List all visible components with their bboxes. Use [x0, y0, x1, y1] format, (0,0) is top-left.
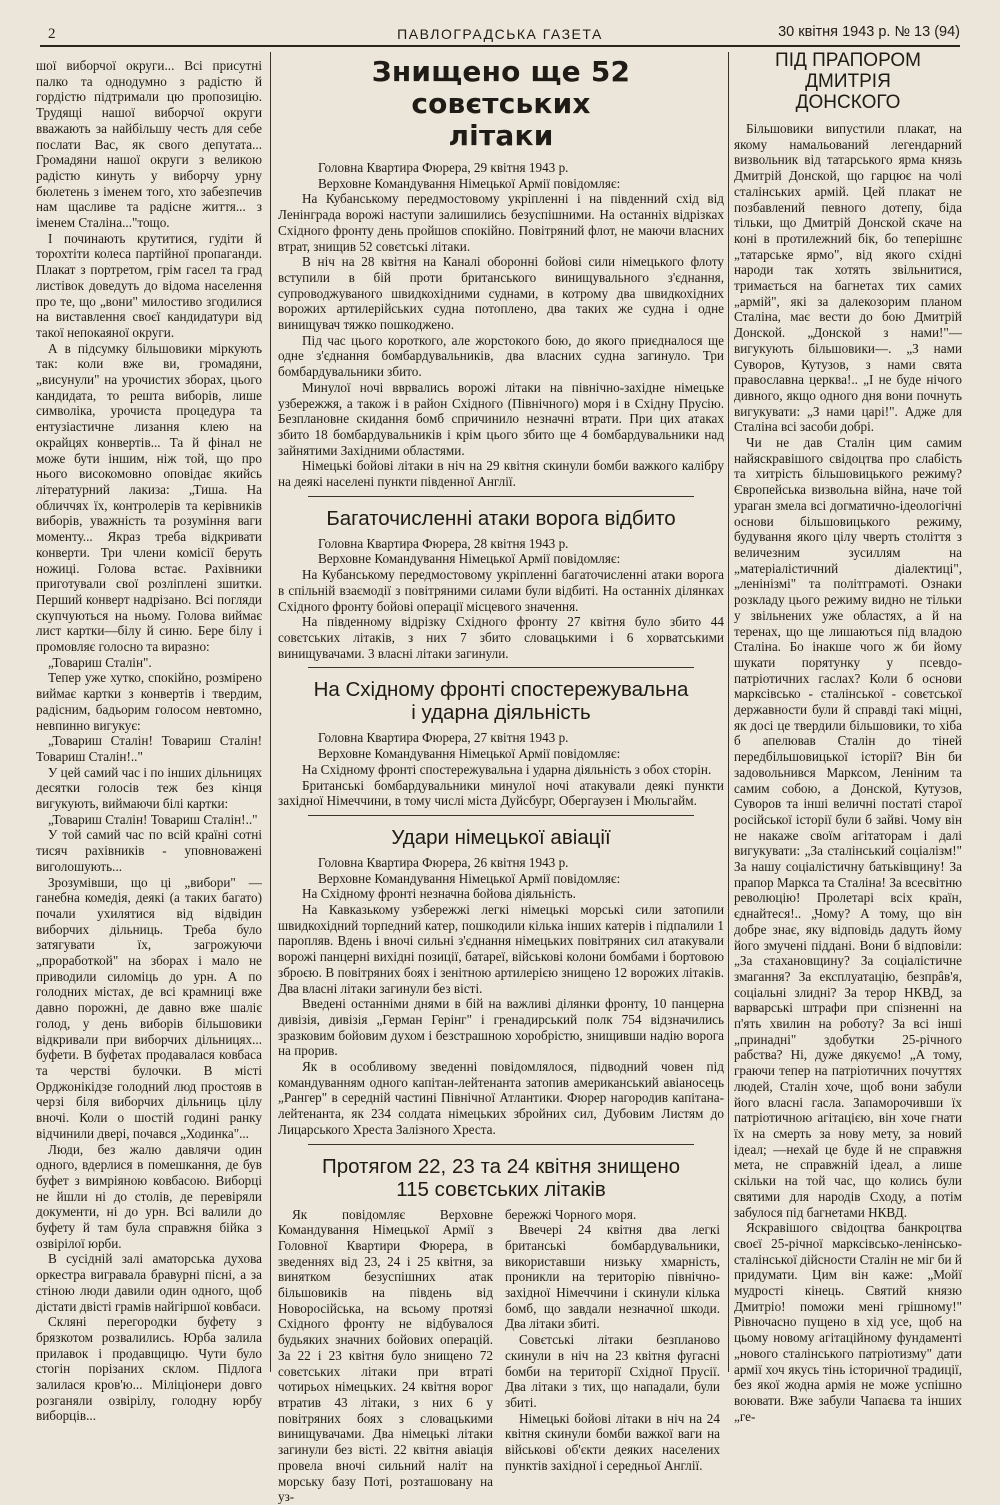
paragraph: „Товариш Сталін! Товариш Сталін! Товариш Сталін!..": [36, 733, 262, 764]
sub-column: [505, 1207, 720, 1505]
headline-line: літаки: [448, 119, 554, 152]
paragraph: Більшовики випустили плакат, на якому намальований легендарний визвольник від татарського ярма князь Дмитрій Донской, що гарцює на чолі сталінських армій. Цей плакат не позбавлений певного дотепу, біда тільки, що Дмитрій Донской скаче на коні в протилежний бік, бо теперішнє „татарське ярмо", від якого східні народи так хотять звільнитися, тримається на багнетах тих самих „армій", які за далекозорим планом Сталіна, має вести до бою Дмитрій Донской. „Донской з нами!"—вигукують більшовики—. „З нами Суворов, Кутузов, з нами свята православна церква!.. „І не буде нічого дивного, якщо одного дня вони почнуть вигукувати: „З нами царі!". Адже для Сталіна всі засоби добрі.: [734, 121, 962, 435]
right-headline: [734, 50, 962, 113]
paragraph: „Товариш Сталін! Товариш Сталін!..": [48, 811, 258, 827]
dateline: Головна Квартира Фюрера, 27 квітня 1943 р.: [318, 730, 569, 746]
paragraph: Яскравішого свідоцтва банкроцтва своєї 25-річної марксівсько-ленінсько-сталінської дійсности Сталін не міг би й придумати. Цим він каже: „Мойї мудрості кінець. Святий князю Дмитріо! поможи мені грішному!" Рівночасно пущено в хід усе, щоб на цьому новому агітаційному фундаменті „нового сталінського патріотизму" дати армії хоч якусь тінь історичної традиції, без якої жодна армія не може успішно воювати. Вже забули Чапаєва та інших „ге-: [734, 1220, 962, 1424]
paragraph: Німецькі бойові літаки в ніч на 24 квітня скинули бомби важкої ваги на військові об'єкти деяких населених пунктів західної і середньої Англії.: [505, 1410, 720, 1473]
right-column: [734, 50, 962, 1424]
paragraph: В сусідній залі аматорська духова оркестра вигравала бравурні пісні, а за стіною люди давили один одного, щоб дістати двісті грамів найгіршої ковбаси.: [36, 1251, 262, 1314]
intro-line: Верховне Командування Німецької Армії повідомляє:: [318, 870, 621, 886]
header-rule: [40, 45, 960, 47]
article-attacks-repelled: [278, 507, 724, 662]
masthead: [40, 22, 960, 46]
paragraph: На Кубанському передмостовому укріпленні і на південний схід від Ленінграда ворожі наступи залишились безуспішними. На останніх відрізках Східного фронту день пройшов спокійно. Повітряний флот, не маючи власних втрат, знищив 52 совєтські літаки.: [278, 191, 724, 254]
paragraph: Під час цього короткого, але жорстокого бою, до якого приєдналося ще одне з'єднання бомбардувальників, два власних судна загинуло. Три бомбардувальники збито.: [278, 332, 724, 380]
paragraph: Зрозумівши, що ці „вибори" — ганебна комедія, деякі (а таких багато) почали ухилятися від відвідин виборчих дільниць. Треба було затягувати їх, загрожуючи „проработкой" на зборах і мало не приводили силоміць до урн. А по голодних містах, де всі крамниці вже давно порожні, де давно вже шаліє голод, у день виборів більшовики відкривали при виборчих дільницях... буфети. В буфетах продавалася ковбаса та черстві булочки. В місті Орджонікідзе голодний люд простояв в черзі біля виборчих дільниць цілу вночі. Коли о шостій годині ранку відчинили двері, почався „Ходинка"...: [36, 874, 262, 1141]
column-divider: [270, 52, 271, 1372]
lead-headline: [278, 56, 724, 152]
headline-line: ДМИТРІЯ: [805, 71, 891, 92]
intro-line: Верховне Командування Німецької Армії повідомляє:: [318, 175, 621, 191]
article-headline: [278, 678, 724, 724]
article-divider: [308, 815, 694, 816]
paragraph: В ніч на 28 квітня на Каналі оборонні бойові сили німецького флоту вступили в бій проти британського винищувального з'єднання, супроводжуваного швидкохідними суднами, в котрому два швидкохідних ворожих артилерійських судна потоплено, два таких же судна і одне винищувач тяжко пошкоджено.: [278, 254, 724, 333]
article-headline: [278, 1155, 724, 1201]
paragraph: На Східному фронті незначна бойова діяльність.: [302, 886, 576, 902]
paragraph: І починають крутитися, гудіти й торохтіти колеса партійної пропаганди. Плакат з портретом, грім гасел та град листівок доведуть до відома населення про те, що „вони" милостиво згодилися на виставлення своєї кандидатури від такої непокаяної округи.: [36, 230, 262, 340]
two-column-body: [278, 1207, 724, 1505]
dateline: Головна Квартира Фюрера, 29 квітня 1943 р.: [318, 160, 569, 175]
paragraph: „Товариш Сталін".: [48, 654, 152, 670]
paragraph: На Кубанському передмостовому укріпленні багаточисленні атаки ворога в спільній взаємодії з повітряними силами були відбиті. На останніх ділянках Східного фронту бойові операції місцевого значення.: [278, 567, 724, 614]
article-divider: [308, 496, 694, 497]
paragraph: Як в особливому зведенні повідомлялося, підводний човен під командуванням одного капітан-лейтенанта затопив американський авіаносець „Рангер" в середній частині Північної Атлантики. Фюрер нагородив капітана-лейтенанта, як 234 солдата німецьких збройних сил, Дубовим Листям до Лицарського Хреста Залізного Хреста.: [278, 1059, 724, 1137]
paragraph: У цей самий час і по інших дільницях десятки голосів теж без кінця вигукують, виймаючи білі картки:: [36, 764, 262, 812]
headline-line: і ударна діяльність: [411, 701, 591, 725]
paragraph: Скляні перегородки буфету з брязкотом розвалились. Юрба залила прилавок і продавщицю. Чути було стогін порізаних склом. Підлога залилася кров'ю... Міліціонери довго розганяли озвірілу, голодну юрбу виборців...: [36, 1314, 262, 1424]
paragraph: На Кавказькому узбережжі легкі німецькі морські сили затопили швидкохідний торпедний катер, пошкодили кілька інших катерів і підпалили 1 паропляв. Вдень і вночі сильні з'єднання німецьких повітряних сил атакували ворожі панцерні вихідні позиції, батареї, військові колони бомбами і бортовою зброєю. В повітряних боях і зенітною артилерією знищено 12 ворожих літаків. Два власні літаки загинули без вісті.: [278, 902, 724, 996]
page-number: 2: [48, 26, 56, 42]
article-divider: [308, 667, 694, 668]
paragraph: На південному відрізку Східного фронту 27 квітня було збито 44 совєтських літаків, з них 7 збито словацькими і 6 хорватськими винищувачами. 3 власні літаки загинули.: [278, 614, 724, 661]
paragraph: Ввечері 24 квітня два легкі британські бомбардувальники, використавши низьку хмарність, проникли на територію північно-західної Німеччини і скинули кілька бомб, що завдали незначної шкоди. Два літаки збиті.: [505, 1222, 720, 1332]
headline-line: 115 совєтських літаків: [396, 1177, 606, 1201]
article-headline: Удари німецької авіації: [391, 825, 611, 849]
column-divider: [728, 52, 729, 1372]
paragraph: Совєтські літаки безпланово скинули в ніч на 23 квітня фугасні бомби на території Східної Прусії. Два літаки з тих, що нападали, були збиті.: [505, 1332, 720, 1410]
paragraph: бережжі Чорного моря.: [505, 1206, 637, 1222]
paragraph: Німецькі бойові літаки в ніч на 29 квітня скинули бомби важкого калібру на деякі населені пункти південної Англії.: [278, 458, 724, 490]
headline-line: Знищено ще 52 совєтських: [371, 55, 631, 120]
dateline: Головна Квартира Фюрера, 28 квітня 1943 р.: [318, 535, 569, 551]
intro-line: Верховне Командування Німецької Армії повідомляє:: [318, 746, 621, 762]
headline-line: ДОНСКОГО: [795, 92, 901, 113]
paragraph: А в підсумку більшовики міркують так: коли вже ви, громадяни, „висунули" на урочистих зборах, цього кандидата, то решта виборів, лише символіка, урочиста процедура та ентузіастичне лизання клею на окрайцях конвертів... Та й фінал не може бути іншим, ніж той, що про нього високомовно оповідає якийсь літературний лакиза: „Тиша. На обличчях їх, контролерів та керівників виборів, уважність та розуміння ваги моменту... Якраз треба відкривати конверти. Три члени комісії беруть ножиці. Голова встає. Рахівники приготували свої розліплені зшитки. Перший конверт надрізано. Всі погляди скупчуються на ньому. Голова виймає лист картки—білу й синю. Бере білу і промовляє голосно та виразно:: [36, 340, 262, 655]
sub-column: [278, 1207, 493, 1505]
paragraph: Британські бомбардувальники минулої ночі атакували деякі пункти західної Німеччини, в тому числі міста Дуйсбург, Обергаузен і Мюльгайм.: [278, 777, 724, 809]
lead-article: [278, 56, 724, 490]
paragraph: У той самий час по всій країні сотні тисяч рахівників - уповноважені виголошують...: [36, 827, 262, 874]
paper-name: ПАВЛОГРАДСЬКА ГАЗЕТА: [397, 26, 603, 42]
headline-line: ПІД ПРАПОРОМ: [775, 50, 921, 71]
left-column: [36, 58, 262, 1424]
article-divider: [308, 1144, 694, 1145]
middle-column: [278, 52, 724, 1505]
paragraph: На Східному фронті спостережувальна і ударна діяльність з обох сторін.: [302, 761, 712, 777]
paragraph: Минулої ночі вврвались ворожі літаки на північно-західне німецьке узбережжя, а також і в район Східного (Північного) моря і в Східну Прусію. Безплановне скидання бомб спричинило незначні втрати. При цих атаках збито 18 бомбардувальників і крім цього збито ще 4 бомбардувальники над зайнятими Західними областями.: [278, 379, 724, 458]
paragraph: Введені останніми днями в бій на важливі ділянки фронту, 10 панцерна дивізія, дивізія „Герман Герінг" і гренадирський полк 754 відзначились зразковим бойовим духом і безстрашною хоробрістю, знищивши надію ворога на прорив.: [278, 996, 724, 1059]
headline-line: На Східному фронті спостережувальна: [313, 678, 689, 702]
paragraph: Чи не дав Сталін цим самим найяскравішого свідоцтва про слабість та хитрість більшовицького режиму? Європейська визвольна війна, наче той ураган змела всі догматично-ідеологічні основи більшовицького режиму, будування якого цілу чверть століття з величезним зусиллям на „матеріалістичний діалектиці", „ленінізмі" та політграмоті. Ознаки розкладу цього режиму видно не тільки у звільнених уже областях, а й на теренах, що ще лишаються під владою Сталіна. Бо інакше чого ж би йому шукати порятунку у псевдо-патріотичних гаслах? Коли б основи марксівсько - сталінської - совєтської державности були й справді такі міцні, як досі це твердили більшовики, то хіба б апелював Сталін до тіней передбільшовицької історії? Він би задовольнився Марксом, Леніним та самим собою, а Донской, Кутузов, Суворов та інші величні постаті старої російської історії були б зайві. Чому він не накаже своїм агітаторам і далі вигукувати: „За сталінський соціалізм!" За нашу соціалістичну батьківщину! За прапор Маркса та Сталіна! За всесвітню революцію! Пролетарі всіх країн, єднайтеся!.. „Чому? А тому, що він добре знає, яку відповідь дадуть йому його змучені піддані. Вони б відповіли: „За стахановщину? За соціалістичне змагання? За експлуатацію, безпрâв'я, соціальні злидні? За терор НКВД, за варварські штрафи при спізненні на п'ять хвилин на роботу? За всі інші „принадні" здобутки 25-річного рабства? Ні, дуже дякуємо! „А тому, граючи тепер на патріотичних почуттях людей, Сталін хоче, щоб вони забули його власні гасла. Запаморочивши їх патріотичною агітацією, він хоче гнати їх на смерть за нову мету, за новий ідеал; —нехай це буде й не справжня мета, не справжній ідеал, а лише скільки на той час, що колись були святими для народів Сходу, а потім забулося під багнетами НКВД.: [734, 435, 962, 1220]
paragraph: Люди, без жалю давлячи один одного, вдерлися в помешкання, де був буфет з вимріяною ковбасою. Виборці не йшли ні до столів, де перевіряли документи, ні до урн. Всі валили до буфету й там була справжня бійка з озвірілої юрби.: [36, 1141, 262, 1251]
issue-info: 30 квітня 1943 р. № 13 (94): [778, 24, 960, 40]
paragraph: Як повідомляє Верховне Командування Німецької Армії з Головної Квартири Фюрера, в зведеннях від 23, 24 і 25 квітня, за винятком безуспішних атак більшовиків на південь від Новоросійська, на всьому протязі Східного фронту не відбувалося будьяких значних бойових операцій. За 22 і 23 квітня було знищено 72 совєтських літаки при втраті чотирьох німецьких. 24 квітня ворог втратив 43 літаки, з них 6 у повітряних боях з словацькими винищувачами. Два німецькі літаки загинули без вісті. 22 квітня авіація провела вночі сильний наліт на морську базу Поті, розташовану на уз-: [278, 1206, 493, 1505]
article-115-planes: [278, 1155, 724, 1505]
dateline: Головна Квартира Фюрера, 26 квітня 1943 р.: [318, 854, 569, 870]
paragraph: шої виборчої округи... Всі присутні палко та однодумно з радістю й гордістю підтримали цю пропозицію. Трудящі нашої виборчої округи вважають за найбільшу честь для себе послати Вас, як свого депутата... Громадяни нашої округи з великою радістю кинуть у виборчу урну бюлетень з іменем того, хто забезпечив нам щасливе та радісне життя... з іменем Сталіна..."тощо.: [36, 58, 262, 231]
article-german-aviation: [278, 826, 724, 1138]
article-headline: Багаточисленні атаки ворога відбито: [326, 506, 676, 530]
paragraph: Тепер уже хутко, спокійно, розмірено виймає картки з конвертів і твердим, радісним, бадьорим голосом невтомно, невпинно вигукує:: [36, 670, 262, 733]
article-eastern-front: [278, 678, 724, 809]
intro-line: Верховне Командування Німецької Армії повідомляє:: [318, 551, 621, 567]
headline-line: Протягом 22, 23 та 24 квітня знищено: [321, 1154, 681, 1178]
